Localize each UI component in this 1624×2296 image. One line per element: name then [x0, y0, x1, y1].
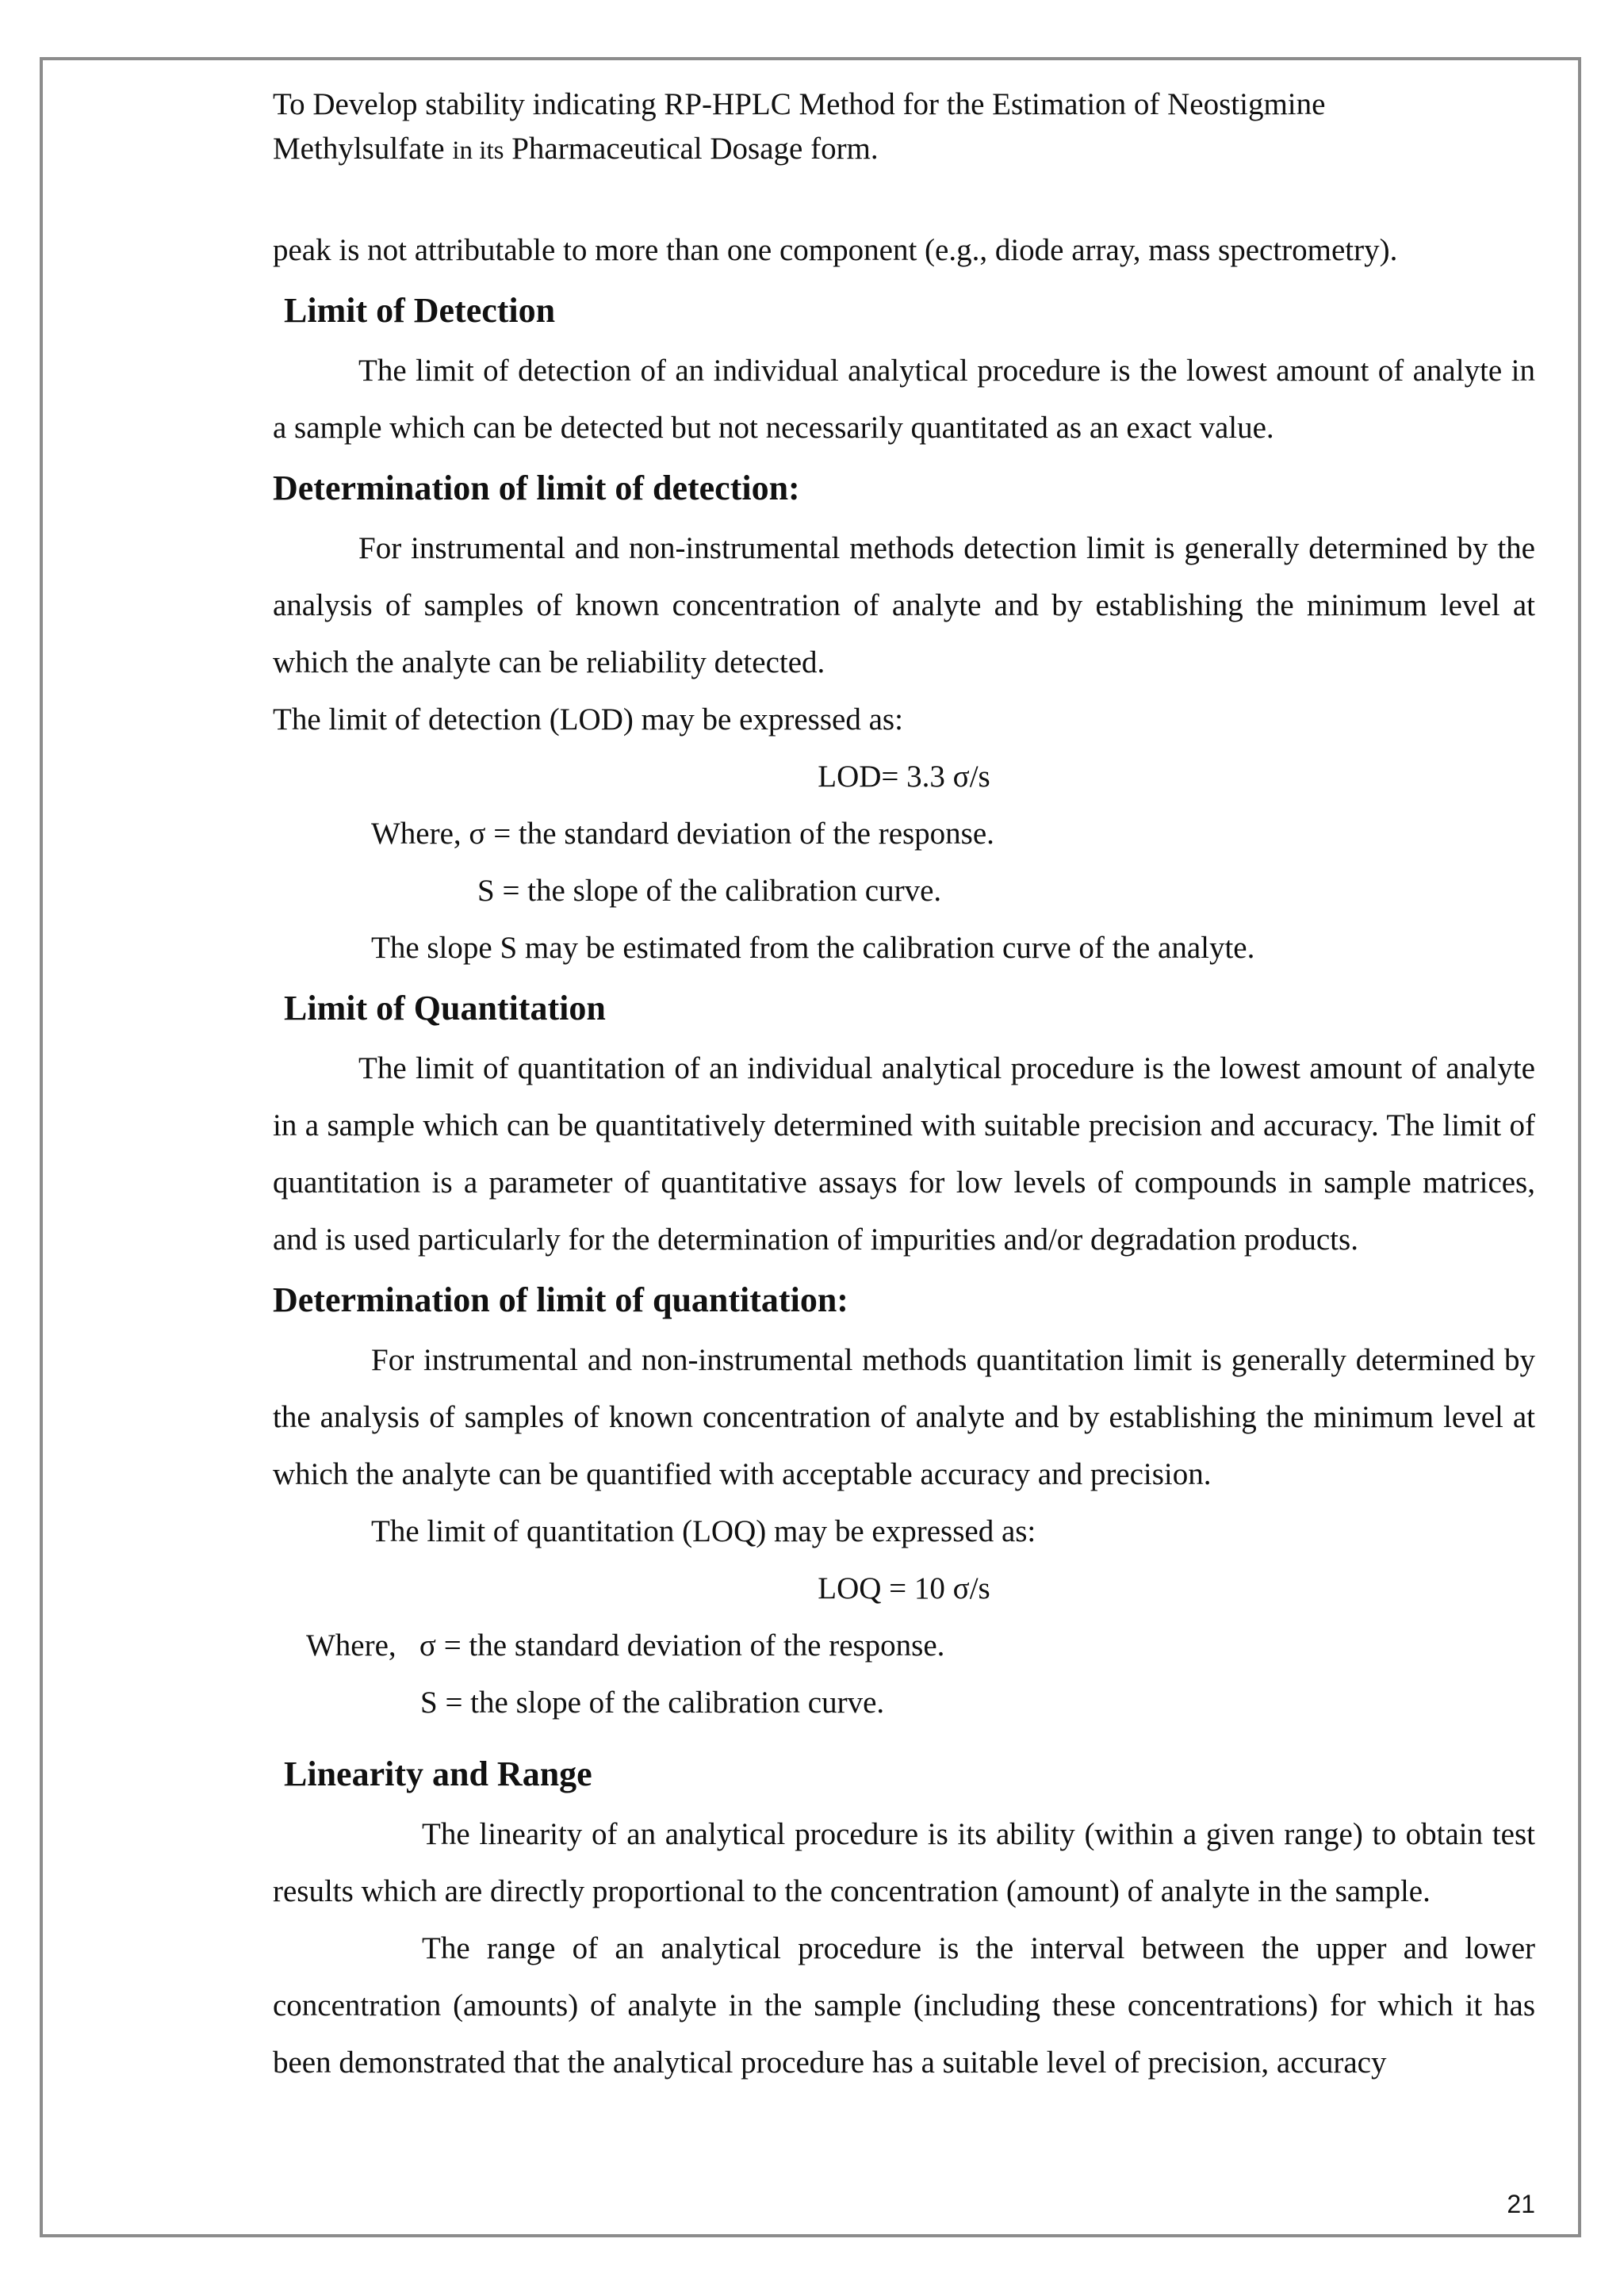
lod-determination-paragraph: For instrumental and non-instrumental methods detection limit is generally determined by the analysis of samples of known concentration of analyte and by establishing the minimum level at which the analyte can be reliability detected. [273, 531, 1535, 679]
loq-where-s: S = the slope of the calibration curve. [420, 1686, 885, 1720]
header-line-1: To Develop stability indicating RP-HPLC Method for the Estimation of Neostigmine [273, 87, 1326, 121]
loq-determination-paragraph: For instrumental and non-instrumental methods quantitation limit is generally determined by the analysis of samples of known concentration of analyte and by establishing the minimum level at which the analyte can be quantified with acceptable accuracy and precision. [273, 1343, 1535, 1491]
continuation-paragraph: peak is not attributable to more than one component (e.g., diode array, mass spectrometry). [273, 233, 1398, 267]
loq-formula: LOQ = 10 σ/s [818, 1571, 990, 1605]
loq-expression-intro: The limit of quantitation (LOQ) may be expressed as: [371, 1514, 1036, 1548]
running-header [273, 82, 1535, 173]
lod-expression-intro: The limit of detection (LOD) may be expressed as: [273, 702, 903, 737]
lod-definition-paragraph: The limit of detection of an individual analytical procedure is the lowest amount of analyte in a sample which can be detected but not necessarily quantitated as an exact value. [273, 354, 1535, 445]
range-paragraph: The range of an analytical procedure is the interval between the upper and lower concentration (amounts) of analyte in the sample (including these concentrations) for which it has been demonstrated that the analytical procedure has a suitable level of precision, accuracy [273, 1931, 1535, 2080]
linearity-paragraph: The linearity of an analytical procedure is its ability (within a given range) to obtain test results which are directly proportional to the concentration (amount) of analyte in the sample. [273, 1817, 1535, 1908]
lod-slope-note: The slope S may be estimated from the calibration curve of the analyte. [371, 931, 1255, 965]
header-line-2b: in its [452, 136, 504, 165]
header-line-2a: Methylsulfate [273, 132, 445, 166]
header-line-2 [273, 127, 1535, 173]
heading-limit-of-detection: Limit of Detection [284, 291, 556, 330]
loq-definition-paragraph: The limit of quantitation of an individual analytical procedure is the lowest amount of analyte in a sample which can be quantitatively determined with suitable precision and accuracy. The limit of quantitation is a parameter of quantitative assays for low levels of compounds in sample matrices, and is used particularly for the determination of impurities and/or degradation products. [273, 1051, 1535, 1257]
heading-determination-lod: Determination of limit of detection: [273, 469, 800, 507]
lod-formula: LOD= 3.3 σ/s [818, 760, 990, 794]
heading-linearity-and-range: Linearity and Range [284, 1755, 592, 1793]
spacer [273, 1732, 1535, 1743]
page-number: 21 [1507, 2190, 1535, 2218]
lod-where-sigma: Where, σ = the standard deviation of the response. [371, 817, 994, 851]
header-line-2c: Pharmaceutical Dosage form. [511, 132, 879, 166]
heading-limit-of-quantitation: Limit of Quantitation [284, 989, 606, 1027]
page-body [273, 222, 1535, 2091]
heading-determination-loq: Determination of limit of quantitation: [273, 1280, 848, 1319]
lod-where-s: S = the slope of the calibration curve. [477, 874, 942, 908]
loq-where-sigma: Where, σ = the standard deviation of the response. [306, 1628, 945, 1663]
